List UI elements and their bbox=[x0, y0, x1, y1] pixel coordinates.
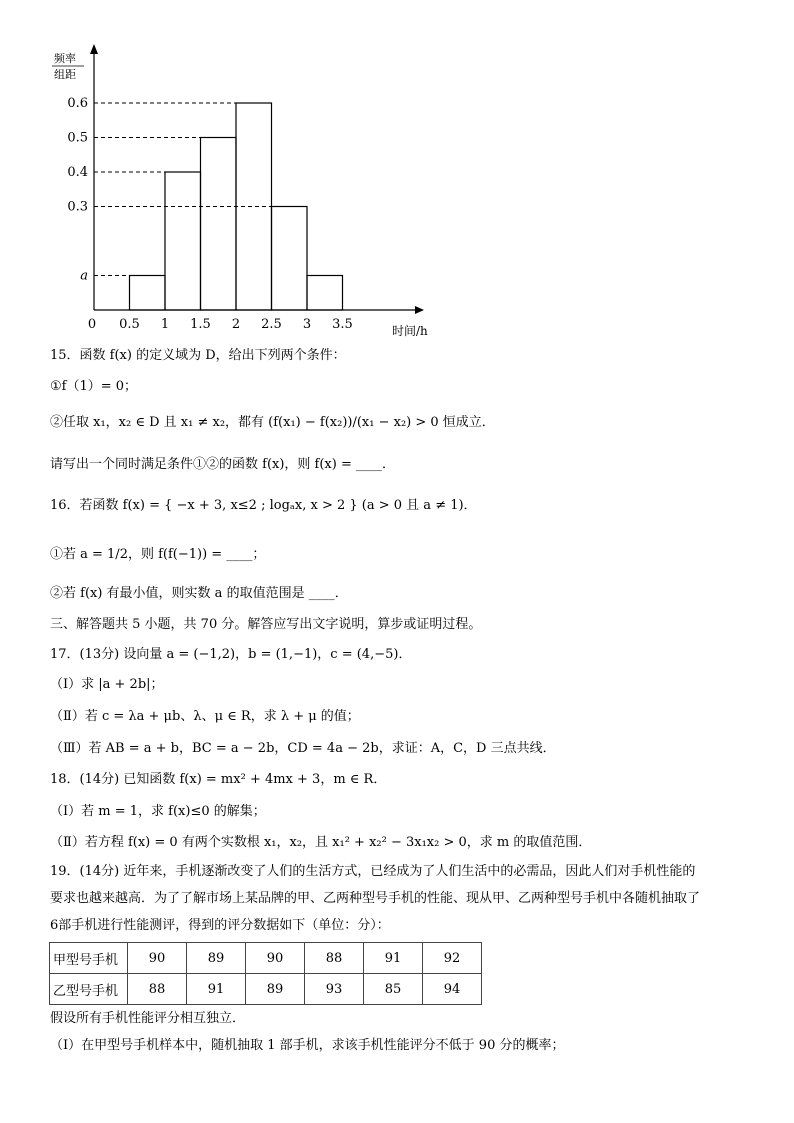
q18-part-2: （Ⅱ）若方程 f(x) = 0 有两个实数根 x₁，x₂，且 x₁² + x₂² − 3x₁x₂ > 0，求 m 的取值范围． bbox=[50, 835, 592, 850]
score-cell: 89 bbox=[246, 974, 305, 1005]
score-cell: 91 bbox=[187, 974, 246, 1005]
histogram-bar bbox=[272, 207, 308, 311]
q15-stem: 15．函数 f(x) 的定义域为 D，给出下列两个条件： bbox=[50, 348, 346, 363]
x-tick-label: 3 bbox=[302, 317, 312, 332]
y-tick-label: 0.3 bbox=[67, 199, 88, 215]
y-axis-label-top: 频率 bbox=[54, 52, 76, 65]
y-tick-label: 0.4 bbox=[67, 165, 88, 180]
section-3-heading: 三、解答题共 5 小题，共 70 分。解答应写出文字说明，算步或证明过程。 bbox=[50, 617, 482, 632]
histogram-chart bbox=[40, 40, 460, 340]
histogram-bar bbox=[307, 276, 343, 311]
histogram-bar bbox=[165, 172, 201, 310]
score-cell: 89 bbox=[187, 943, 246, 974]
q16-stem: 16．若函数 f(x) = { −x + 3, x≤2 ; logₐx, x > 2 } (a > 0 且 a ≠ 1)． bbox=[50, 498, 477, 513]
x-tick-label: 1 bbox=[160, 317, 170, 332]
score-cell: 88 bbox=[305, 943, 364, 974]
q16-part-1: ①若 a = 1/2，则 f(f(−1)) = ____； bbox=[50, 547, 266, 562]
q15-question: 请写出一个同时满足条件①②的函数 f(x)，则 f(x) = ____． bbox=[50, 457, 395, 472]
q17-part-3: （Ⅲ）若 AB = a + b，BC = a − 2b，CD = 4a − 2b，求证：A，C，D 三点共线． bbox=[50, 741, 556, 756]
q18-part-1: （Ⅰ）若 m = 1，求 f(x)≤0 的解集； bbox=[50, 804, 266, 819]
histogram-bar bbox=[130, 276, 166, 311]
score-cell: 90 bbox=[246, 943, 305, 974]
x-tick-label: 3.5 bbox=[332, 317, 353, 332]
q19-part-1: （Ⅰ）在甲型号手机样本中，随机抽取 1 部手机，求该手机性能评分不低于 90 分的概率； bbox=[50, 1038, 565, 1053]
x-axis-label: 时间/h bbox=[392, 324, 428, 338]
q19-assumption: 假设所有手机性能评分相互独立． bbox=[50, 1011, 246, 1026]
q19-line-1: 19．(14分) 近年来，手机逐渐改变了人们的生活方式，已经成为了人们生活中的必需品，因此人们对手机性能的 bbox=[50, 864, 696, 879]
q19-line-2: 要求也越来越高．为了了解市场上某品牌的甲、乙两种型号手机的性能、现从甲、乙两种型号手机中各随机抽取了 bbox=[50, 891, 701, 906]
score-cell: 90 bbox=[128, 943, 187, 974]
score-cell: 92 bbox=[423, 943, 482, 974]
x-tick-label: 0 bbox=[87, 317, 97, 332]
q15-condition-1: ①f（1）= 0； bbox=[50, 379, 138, 394]
x-tick-label: 0.5 bbox=[119, 317, 140, 332]
histogram-bar bbox=[201, 138, 237, 311]
x-tick-label: 2 bbox=[231, 317, 241, 332]
q19-line-3: 6部手机进行性能测评，得到的评分数据如下（单位：分）： bbox=[50, 918, 390, 933]
y-tick-label: a bbox=[80, 268, 88, 284]
score-cell: 88 bbox=[128, 974, 187, 1005]
score-cell: 85 bbox=[364, 974, 423, 1005]
y-tick-label: 0.5 bbox=[67, 130, 88, 146]
q15-condition-2: ②任取 x₁，x₂ ∈ D 且 x₁ ≠ x₂，都有 (f(x₁) − f(x₂))/(x₁ − x₂) > 0 恒成立． bbox=[50, 415, 495, 430]
q18-stem: 18．(14分) 已知函数 f(x) = mx² + 4mx + 3，m ∈ R． bbox=[50, 772, 387, 787]
y-tick-label: 0.6 bbox=[67, 96, 88, 111]
y-axis-arrow bbox=[90, 44, 98, 54]
q17-part-1: （Ⅰ）求 |a + 2b|； bbox=[50, 677, 164, 692]
table-row bbox=[50, 974, 482, 1005]
x-axis-arrow bbox=[415, 306, 424, 314]
table-row bbox=[50, 943, 482, 974]
y-axis-label-bottom: 组距 bbox=[54, 68, 76, 81]
x-tick-label: 1.5 bbox=[190, 317, 211, 332]
row-label: 甲型号手机 bbox=[50, 943, 128, 974]
score-cell: 94 bbox=[423, 974, 482, 1005]
row-label: 乙型号手机 bbox=[50, 974, 128, 1005]
score-table bbox=[49, 942, 482, 1005]
score-cell: 93 bbox=[305, 974, 364, 1005]
q17-part-2: （Ⅱ）若 c = λa + μb、λ、μ ∈ R，求 λ + μ 的值； bbox=[50, 709, 360, 724]
q16-part-2: ②若 f(x) 有最小值，则实数 a 的取值范围是 ____． bbox=[50, 586, 348, 601]
q17-stem: 17．(13分) 设向量 a = (−1,2)，b = (1,−1)，c = (4,−5)． bbox=[50, 647, 412, 662]
score-cell: 91 bbox=[364, 943, 423, 974]
x-tick-label: 2.5 bbox=[261, 317, 282, 332]
